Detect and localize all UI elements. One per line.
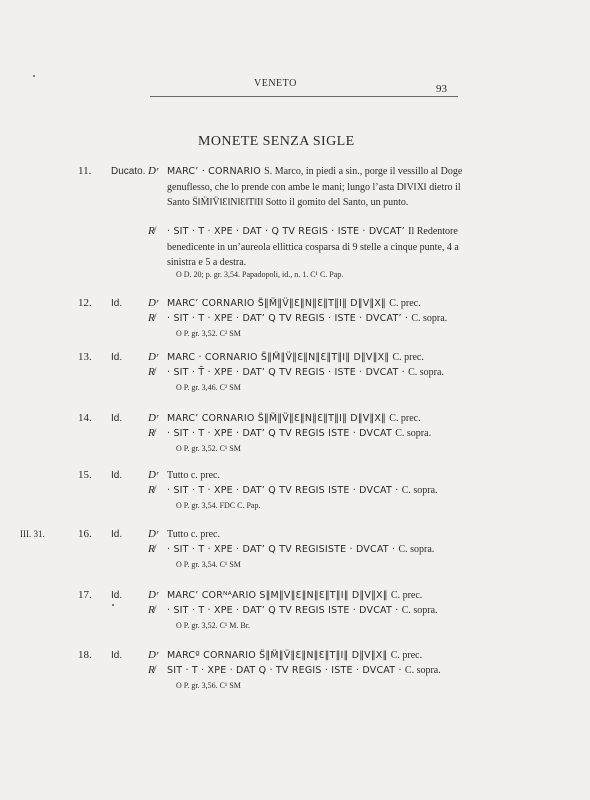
- reverse-description: [167, 542, 467, 558]
- reverse-text: C. sopra.: [401, 485, 438, 496]
- reverse-description: [167, 426, 467, 442]
- reverse-marker: R̸: [148, 225, 155, 237]
- obverse-description: [167, 296, 467, 312]
- obverse-text: C. prec.: [390, 650, 423, 661]
- obverse-legend: MARC’ · CORNARIO: [167, 166, 265, 177]
- entry-meta: O P. gr. 3,54. FDC C. Pap.: [176, 501, 261, 510]
- entry-number: 15.: [78, 469, 92, 481]
- obverse-text: C. prec.: [389, 413, 421, 424]
- obverse-text: C. prec.: [390, 590, 423, 601]
- coin-type: Id.: [111, 413, 123, 424]
- section-title: MONETE SENZA SIGLE: [198, 134, 355, 149]
- reverse-legend: · SIT · T · XPE · DAT’ Q TV REGIS ISTE · DVCAT ·: [167, 605, 402, 616]
- obverse-marker: Dʳ: [148, 528, 159, 540]
- page-number: 93: [436, 83, 447, 95]
- obverse-legend: MARC’ CORNARIO S̈‖M̈‖V̈‖Ɛ‖N‖Ɛ‖T‖I‖ D‖V‖X‖: [167, 298, 390, 309]
- reverse-marker: R̸: [148, 604, 155, 616]
- entry-number: 11.: [78, 165, 92, 177]
- obverse-text: C. prec.: [389, 298, 421, 309]
- obverse-marker: Dʳ: [148, 469, 159, 481]
- obverse-text: Tutto c. prec.: [167, 529, 220, 540]
- obverse-marker: Dʳ: [148, 649, 159, 661]
- entry-meta: O P. gr. 3,52. C² SM: [176, 329, 241, 338]
- reverse-description: [167, 663, 467, 679]
- reverse-legend: · SIT · T · XPE · DAT’ Q TV REGIS · ISTE · DVCAT’ ·: [167, 313, 412, 324]
- obverse-description: [167, 411, 467, 427]
- obverse-marker: Dʳ: [148, 412, 159, 424]
- entry-number: 17.: [78, 589, 92, 601]
- coin-type: Id.: [111, 470, 123, 481]
- entry-meta: O P. gr. 3,54. C¹ SM: [176, 560, 241, 569]
- reverse-text: C. sopra.: [398, 544, 435, 555]
- reverse-description: [167, 483, 467, 499]
- reverse-text: C. sopra.: [401, 605, 438, 616]
- reverse-marker: R̸: [148, 427, 155, 439]
- coin-type: Ducato.: [111, 166, 146, 177]
- obverse-marker: Dʳ: [148, 589, 159, 601]
- obverse-text: Tutto c. prec.: [167, 470, 220, 481]
- obverse-description: [167, 648, 467, 664]
- coin-type: Id.: [111, 650, 123, 661]
- reverse-text: Il Redentore benedicente in un’aureola ellittica cosparsa di 9 stelle a cinque punte, 4 a sinistra e 5 a destra.: [167, 226, 459, 268]
- obverse-legend: MARCº CORNARIO S̈‖M̈‖V̈‖Ɛ‖N‖Ɛ‖T‖I‖ D‖V‖X‖: [167, 650, 391, 661]
- reverse-legend: · SIT · T · XPE · DAT’ Q TV REGIS ISTE · DVCAT ·: [167, 485, 402, 496]
- obverse-description: [167, 527, 467, 543]
- header-rule: [150, 96, 458, 97]
- obverse-description: [167, 350, 467, 366]
- reverse-description: [167, 365, 467, 381]
- obverse-description: [167, 164, 467, 211]
- entry-meta: O P. gr. 3,52. C¹ M. Br.: [176, 621, 250, 630]
- obverse-marker: Dʳ: [148, 351, 159, 363]
- obverse-legend: MARC’ CORᴺᴬARIO S‖M‖V‖Ɛ‖N‖Ɛ‖T‖I‖ D‖V‖X‖: [167, 590, 391, 601]
- obverse-description: [167, 468, 467, 484]
- reverse-legend: · SIT · T̄ · XPE · DAT’ Q TV REGIS · ISTE · DVCAT ·: [167, 367, 409, 378]
- obverse-marker: Dʳ: [148, 165, 159, 177]
- coin-type: Id.: [111, 298, 123, 309]
- entry-number: 13.: [78, 351, 92, 363]
- reverse-description: [167, 224, 467, 271]
- running-head: VENETO: [254, 78, 297, 89]
- entry-meta: O P. gr. 3,46. C² SM: [176, 383, 241, 392]
- reverse-text: C. sopra.: [411, 313, 448, 324]
- obverse-text: C. prec.: [392, 352, 424, 363]
- reverse-marker: R̸: [148, 484, 155, 496]
- obverse-legend: MARC’ CORNARIO S̈‖M̈‖V̈‖Ɛ‖N‖Ɛ‖T‖I‖ D‖V‖X‖: [167, 413, 390, 424]
- entry-number: 14.: [78, 412, 92, 424]
- entry-number: 18.: [78, 649, 92, 661]
- reverse-marker: R̸: [148, 664, 155, 676]
- marginal-reference: III. 31.: [20, 529, 45, 539]
- obverse-legend: MARC · CORNARIO S̈‖M̈‖V̈‖Ɛ‖N‖Ɛ‖T‖I‖ D‖V‖X‖: [167, 352, 393, 363]
- reverse-description: [167, 311, 467, 327]
- reverse-text: C. sopra.: [395, 428, 432, 439]
- obverse-description: [167, 588, 467, 604]
- paper-speck: [112, 604, 114, 606]
- reverse-legend: · SIT · T · XPE · DAT · Q TV REGIS · ISTE · DVCAT’: [167, 226, 409, 237]
- reverse-legend: SIT · T · XPE · DAT Q · TV REGIS · ISTE · DVCAT ·: [167, 665, 405, 676]
- entry-meta: O P. gr. 3,56. C¹ SM: [176, 681, 241, 690]
- reverse-marker: R̸: [148, 366, 155, 378]
- obverse-text: S. Marco, in piedi a sin., porge il vessillo al Doge genuflesso, che lo prende con ambe le mani; lungo l’asta D‖V‖X‖ dietro il Santo S̈‖M̈‖V̈‖Ɛ‖N‖Ɛ‖T‖I‖ Sotto il gomito del Santo, un punto.: [167, 166, 463, 208]
- obverse-marker: Dʳ: [148, 297, 159, 309]
- entry-number: 12.: [78, 297, 92, 309]
- entry-meta: O P. gr. 3,52. C¹ SM: [176, 444, 241, 453]
- reverse-text: C. sopra.: [404, 665, 441, 676]
- coin-type: Id.: [111, 590, 123, 601]
- coin-type: Id.: [111, 352, 123, 363]
- reverse-marker: R̸: [148, 312, 155, 324]
- entry-number: 16.: [78, 528, 92, 540]
- reverse-description: [167, 603, 467, 619]
- reverse-marker: R̸: [148, 543, 155, 555]
- reverse-legend: · SIT · T · XPE · DAT’ Q TV REGISISTE · DVCAT ·: [167, 544, 399, 555]
- paper-speck: [33, 75, 35, 77]
- coin-type: Id.: [111, 529, 123, 540]
- reverse-text: C. sopra.: [408, 367, 444, 378]
- reverse-legend: · SIT · T · XPE · DAT’ Q TV REGIS ISTE · DVCAT: [167, 428, 396, 439]
- entry-meta: O D. 20; p. gr. 3,54. Papadopoli, id., n. 1. C¹ C. Pap.: [176, 270, 344, 279]
